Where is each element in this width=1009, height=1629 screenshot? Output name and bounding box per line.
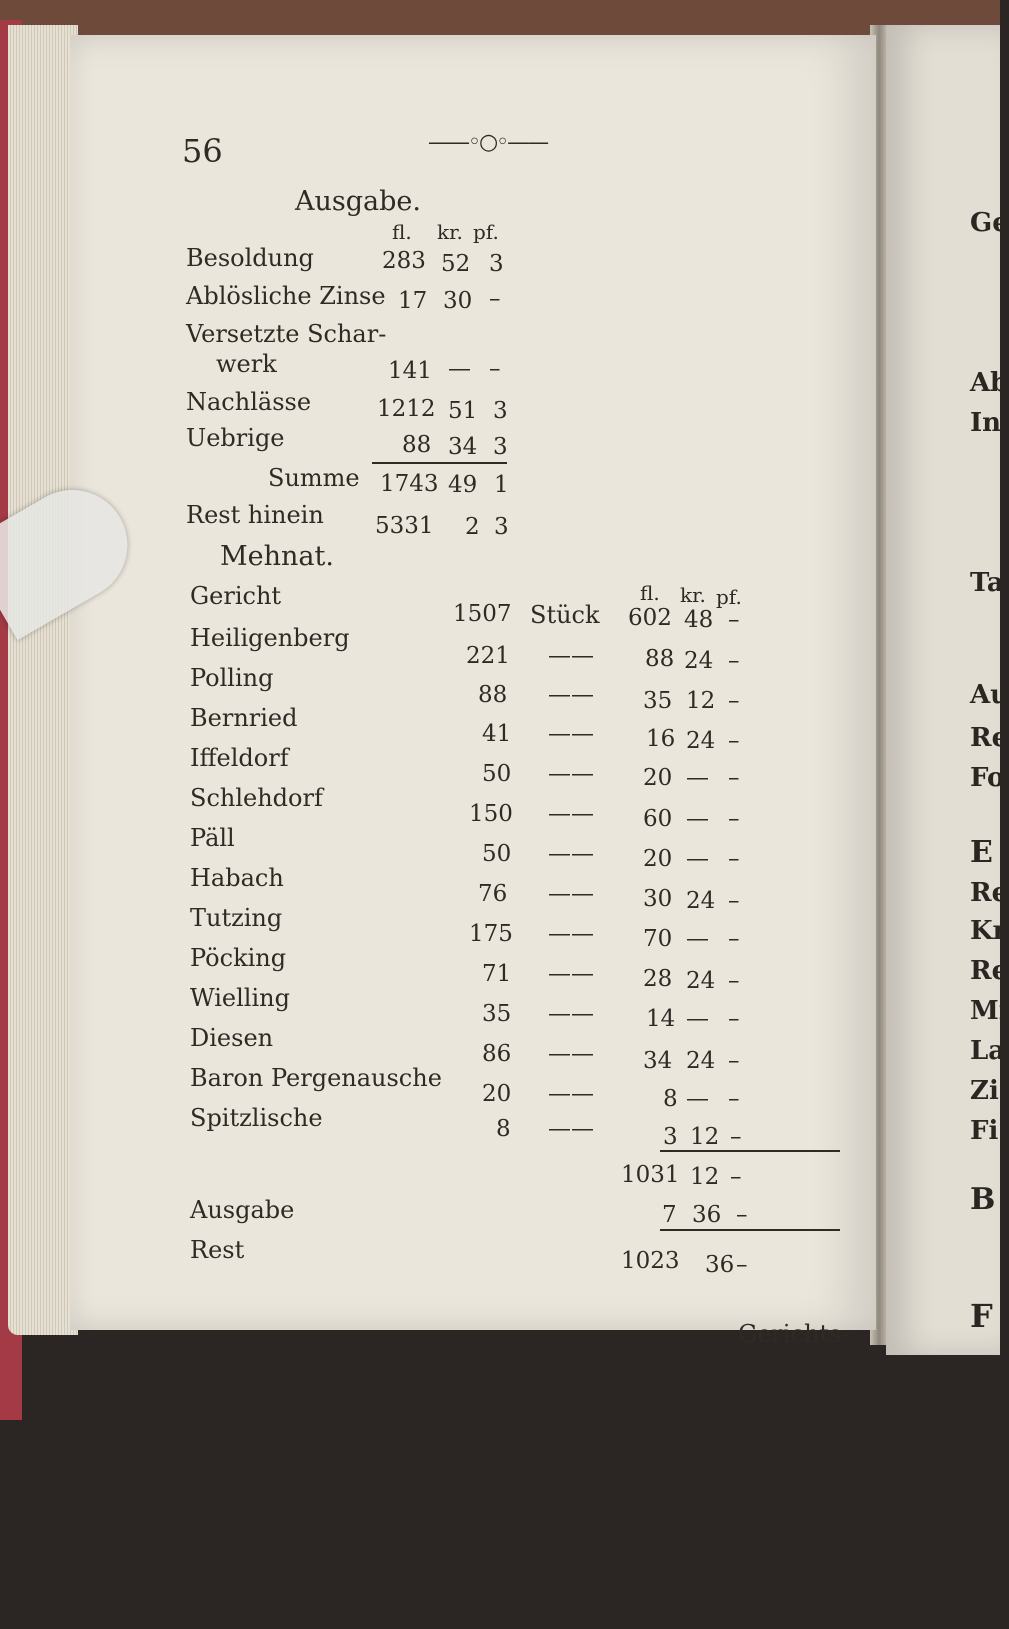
row-count: 86 [482,1041,512,1067]
row-pf: – [728,846,740,872]
row-count: 50 [482,841,512,867]
summe-pf: 1 [494,472,509,498]
ausgabe-kr: 36 [692,1202,722,1228]
total-rule [660,1150,840,1152]
fragment: Au [970,680,1009,710]
fragment: Re [970,956,1009,986]
row-label-continued: werk [216,350,277,378]
row-kr: 34 [448,434,478,460]
row-pf: – [728,607,740,633]
row-label: Besoldung [186,244,314,272]
ausgabe-header-kr: kr. [437,220,463,244]
row-unit: —— [548,1001,594,1027]
fragment: Ge [970,208,1009,238]
row-unit: —— [548,921,594,947]
row-count: 20 [482,1081,512,1107]
summe-kr: 49 [448,472,478,498]
ornament: ——◦○◦—— [428,130,548,155]
row-unit: —— [548,682,594,708]
row-kr: 48 [684,607,714,633]
catchword: Gerichts- [738,1320,850,1348]
ausgabe-fl: 7 [662,1202,677,1228]
row-unit: —— [548,841,594,867]
row-pf: – [728,888,740,914]
rest-pf: – [736,1252,748,1278]
row-pf: – [728,648,740,674]
row-label: Gericht [190,582,282,610]
row-fl: 14 [646,1006,676,1032]
book-cover-top [0,0,1000,40]
row-count: 8 [496,1116,511,1142]
sum-rule [372,462,507,464]
rest-label: Rest [190,1236,245,1264]
row-pf: – [728,688,740,714]
row-fl: 602 [628,605,672,631]
fragment: Mi [970,996,1009,1026]
row-count: 150 [469,801,513,827]
row-fl: 60 [643,806,673,832]
row-label: Schlehdorf [190,784,323,812]
row-kr: — [686,806,709,832]
row-pf: 3 [493,434,508,460]
ausgabe-header-fl: fl. [392,220,412,244]
row-kr: — [686,926,709,952]
row-kr: 12 [686,688,716,714]
fragment: F [970,1297,993,1335]
fragment: Fi [970,1116,999,1146]
row-label: Heiligenberg [190,624,350,652]
row-kr: — [686,1086,709,1112]
row-label: Päll [190,824,235,852]
total-kr: 12 [690,1164,720,1190]
total-fl: 1031 [621,1162,680,1188]
fragment: Ta [970,568,1004,598]
row-count: 50 [482,761,512,787]
row-fl: 28 [643,966,673,992]
row-label: Bernried [190,704,298,732]
row-fl: 35 [643,688,673,714]
row-label: Habach [190,864,284,892]
row-label: Versetzte Schar- [186,320,387,348]
fragment: La [970,1036,1006,1066]
row-fl: 283 [382,248,426,274]
ausgabe-header-pf: pf. [473,220,499,244]
rest-rule [660,1229,840,1231]
row-kr: — [686,1006,709,1032]
row-count: 1507 [453,601,512,627]
row-pf: 3 [493,398,508,424]
row-unit: —— [548,1041,594,1067]
row-pf: 3 [489,251,504,277]
rest-hinein-kr: 2 [465,514,480,540]
row-kr: — [686,846,709,872]
row-fl: 34 [643,1048,673,1074]
row-pf: – [728,728,740,754]
row-kr: 24 [684,648,714,674]
row-label: Tutzing [190,904,283,932]
fragment: B [970,1182,996,1217]
row-label: Polling [190,664,274,692]
row-kr: — [448,356,471,382]
row-label: Baron Pergenausche [190,1064,442,1092]
row-count: 41 [482,721,512,747]
row-pf: – [730,1124,742,1150]
row-kr: — [686,765,709,791]
fragment: E [970,835,993,870]
row-unit: —— [548,721,594,747]
row-fl: 8 [663,1086,678,1112]
row-fl: 20 [643,765,673,791]
fragment: Kr [970,916,1007,946]
fragment: Re [970,723,1009,753]
row-count: 88 [478,682,508,708]
ausgabe-label: Ausgabe [190,1196,295,1224]
rest-hinein-pf: 3 [494,514,509,540]
row-pf: – [489,356,501,382]
row-unit: —— [548,1116,594,1142]
rest-hinein-fl: 5331 [375,513,434,539]
row-kr: 24 [686,728,716,754]
row-unit: —— [548,881,594,907]
section-title-ausgabe: Ausgabe. [295,186,421,217]
row-pf: – [728,968,740,994]
row-label: Spitzlische [190,1104,323,1132]
row-count: 221 [466,643,510,669]
row-label: Wielling [190,984,290,1012]
total-pf: – [730,1164,742,1190]
mehnat-header-pf: pf. [716,585,742,609]
row-fl: 30 [643,886,673,912]
page-edges [8,25,78,1335]
page-number: 56 [182,132,223,170]
row-unit: —— [548,761,594,787]
row-kr: 24 [686,1048,716,1074]
row-kr: 30 [443,288,473,314]
row-fl: 88 [645,646,675,672]
row-pf: – [728,1086,740,1112]
row-pf: – [728,926,740,952]
row-label: Pöcking [190,944,287,972]
row-count: 175 [469,921,513,947]
row-label: Iffeldorf [190,744,289,772]
row-pf: – [728,1006,740,1032]
section-title-mehnat: Mehnat. [220,541,334,572]
fragment: Re [970,878,1009,908]
fragment: Fo [970,763,1005,793]
row-fl: 141 [388,358,432,384]
row-fl: 1212 [377,396,436,422]
row-label: Ablösliche Zinse [186,282,386,310]
row-count: 71 [482,961,512,987]
summe-fl: 1743 [380,471,439,497]
row-pf: – [728,806,740,832]
row-fl: 70 [643,926,673,952]
rest-kr: 36 [705,1252,735,1278]
ausgabe-pf: – [736,1202,748,1228]
row-kr: 12 [690,1124,720,1150]
row-count: 76 [478,881,508,907]
mehnat-header-kr: kr. [680,583,706,607]
row-fl: 3 [663,1124,678,1150]
row-kr: 24 [686,888,716,914]
row-kr: 52 [441,251,471,277]
mehnat-header-fl: fl. [640,581,660,605]
row-pf: – [728,1048,740,1074]
row-unit: —— [548,801,594,827]
row-fl: 16 [646,726,676,752]
summe-label: Summe [268,464,360,492]
rest-hinein-label: Rest hinein [186,501,324,529]
row-fl: 20 [643,846,673,872]
row-kr: 24 [686,968,716,994]
fragment: In [970,408,1002,438]
fragment: Ab [970,368,1009,398]
row-pf: – [489,286,501,312]
row-pf: – [728,765,740,791]
row-unit: Stück [530,601,600,629]
row-unit: —— [548,961,594,987]
row-fl: 88 [402,432,432,458]
row-label: Nachlässe [186,388,312,416]
row-fl: 17 [398,288,428,314]
rest-fl: 1023 [621,1248,680,1274]
row-kr: 51 [448,398,478,424]
fragment: Zi [970,1076,999,1106]
row-label: Uebrige [186,424,285,452]
row-count: 35 [482,1001,512,1027]
row-label: Diesen [190,1024,274,1052]
row-unit: —— [548,643,594,669]
row-unit: —— [548,1081,594,1107]
